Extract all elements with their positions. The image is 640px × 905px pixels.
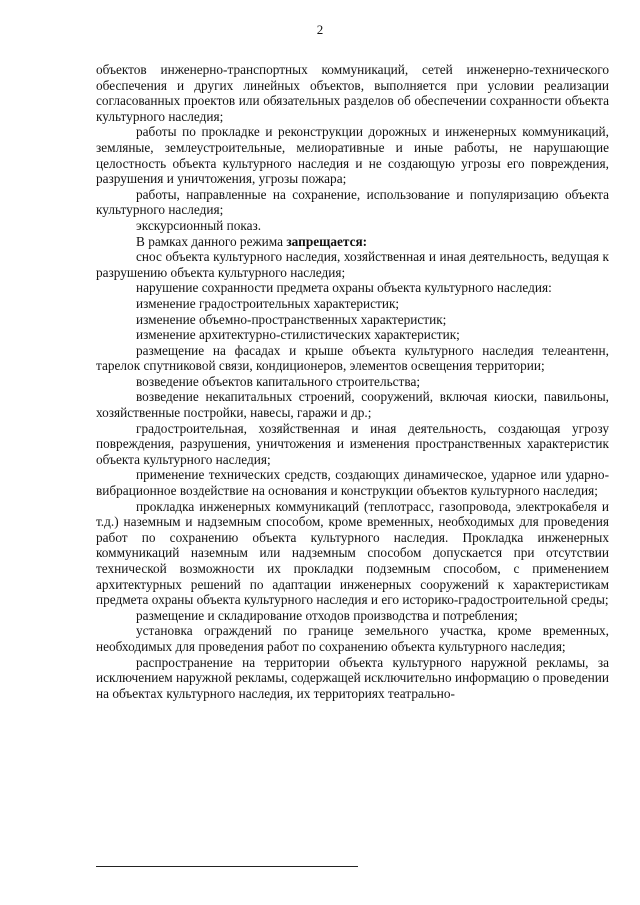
body-text: [96, 62, 609, 701]
paragraph: экскурсионный показ.: [136, 217, 262, 233]
paragraph: работы, направленные на сохранение, использование и популяризацию объекта культурного наследия;: [96, 186, 609, 218]
prohibited-item: изменение градостроительных характеристик;: [136, 295, 400, 311]
prohibited-item: прокладка инженерных коммуникаций (теплотрасс, газопровода, электрокабеля и т.д.) наземным и надземным способом, кроме временных, необходимых для проведения работ по сохранению объекта культурного наследия. Прокладка инженерных коммуникаций наземным или надземным способом допускается при отсутствии технической возможности их прокладки подземным способом, с применением архитектурных решений по адаптации инженерных сооружений к характеристикам предмета охраны объекта культурного наследия и его историко-градостроительной среды;: [96, 498, 609, 608]
prohibited-item: возведение некапитальных строений, сооружений, включая киоски, павильоны, хозяйственные постройки, навесы, гаражи и др.;: [96, 389, 609, 421]
prohibited-item: снос объекта культурного наследия, хозяйственная и иная деятельность, ведущая к разрушению объекта культурного наследия;: [96, 249, 609, 280]
page-number: 2: [316, 22, 324, 37]
prohibited-item: распространение на территории объекта культурного наружной рекламы, за исключением наружной рекламы, содержащей исключительно информацию о проведении на объектах культурного наследия, их территориях театрально-: [96, 654, 609, 701]
prohibited-item: применение технических средств, создающих динамическое, ударное или ударно-вибрационное воздействие на основания и конструкции объектов культурного наследия;: [96, 467, 609, 499]
prohibited-item: градостроительная, хозяйственная и иная деятельность, создающая угрозу повреждения, разрушения, уничтожения и изменения пространственных характеристик объекта культурного наследия;: [96, 420, 609, 467]
prohibited-item: размещение на фасадах и крыше объекта культурного наследия телеантенн, тарелок спутниковой связи, кондиционеров, элементов освещения территории;: [96, 342, 609, 374]
footnote-divider: [96, 866, 358, 867]
regime-emphasis: запрещается:: [286, 233, 368, 249]
regime-heading: [96, 234, 609, 250]
prohibited-item: размещение и складирование отходов производства и потребления;: [136, 607, 518, 623]
regime-intro: В рамках данного режима: [136, 233, 284, 249]
prohibited-item: нарушение сохранности предмета охраны объекта культурного наследия:: [136, 280, 552, 296]
paragraph: работы по прокладке и реконструкции дорожных и инженерных коммуникаций, земляные, землеустроительные, мелиоративные и иные работы, не нарушающие целостность объекта культурного наследия и не создающую угрозы его повреждения, разрушения и уничтожения, угрозы пожара;: [96, 124, 609, 187]
prohibited-item: изменение архитектурно-стилистических характеристик;: [136, 327, 460, 343]
prohibited-item: установка ограждений по границе земельного участка, кроме временных, необходимых для проведения работ по сохранению объекта культурного наследия;: [96, 623, 609, 654]
prohibited-item: возведение объектов капитального строительства;: [136, 373, 421, 389]
prohibited-item: изменение объемно-пространственных характеристик;: [136, 311, 447, 327]
paragraph: объектов инженерно-транспортных коммуникаций, сетей инженерно-технического обеспечения и других линейных объектов, выполняется при условии реализации согласованных проектов или обязательных разделов об обеспечении сохранности объекта культурного наследия;: [96, 62, 609, 124]
